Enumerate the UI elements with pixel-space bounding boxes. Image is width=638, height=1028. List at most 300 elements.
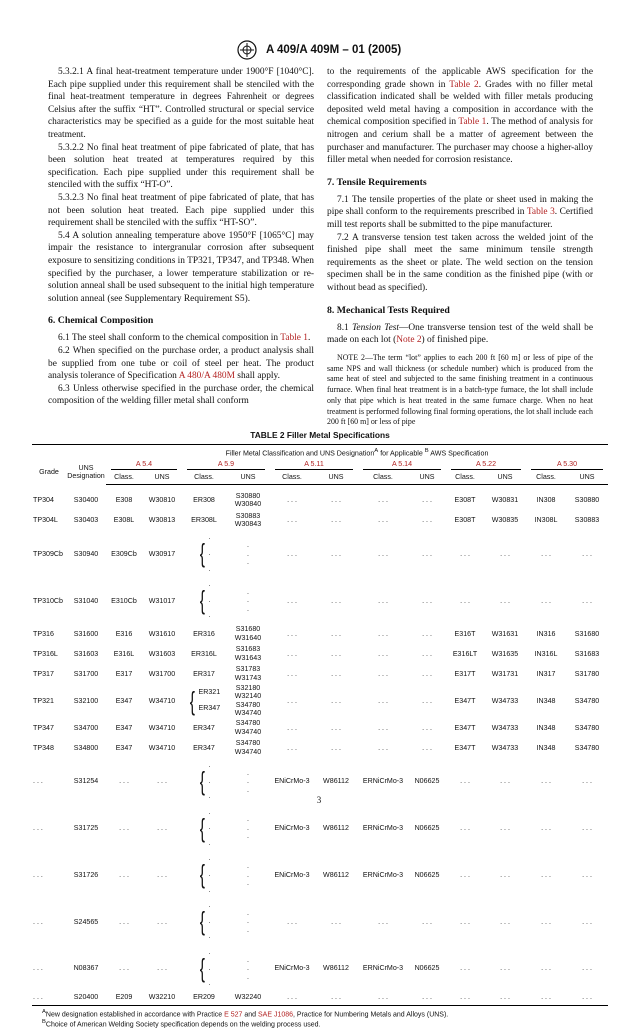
table-cell-a522c: . . .: [460, 870, 470, 879]
table-cell-a522c: E308T: [454, 496, 476, 505]
paragraph-6-3-continued: to the requirements of the applicable AWS specification for the corresponding grade shown in Table 2. Grades with no filler metal classification indicated shall be welded with filler metals producing deposited weld metal having a composition in accordance with the chemical composition specified in Table 1. The method of analysis for nitrogen and cerium shall be a matter of agreement between the purchaser and manufacturer. The purchaser may choose a higher-alloy filler metal when needed for corrosion resistance.: [327, 67, 593, 166]
table-cell-a522c: . . .: [460, 777, 470, 786]
brace-icon: {: [189, 685, 195, 716]
table-cell-a522u: . . .: [500, 964, 510, 973]
table-cell-a54u: W31700: [148, 669, 176, 678]
table-cell-a511c: . . .: [287, 549, 297, 558]
page-header: [0, 40, 638, 60]
table-cell-a530u: . . .: [566, 992, 608, 1006]
table-cell-a54u: W31017: [148, 596, 176, 605]
table-cell-a530u: . . .: [582, 549, 592, 558]
table-row: [32, 898, 608, 945]
table-cell-a522u: . . .: [484, 992, 526, 1006]
table-cell-a511u: . . .: [331, 549, 341, 558]
table-cell-a54c: E309Cb: [111, 549, 137, 558]
note-2-link[interactable]: Note 2: [396, 335, 422, 346]
subheader-class: Class.: [358, 471, 408, 485]
table-cell-uns: S30940: [73, 549, 99, 558]
table-cell-a511u: . . .: [331, 629, 341, 638]
table-cell-a59u: . . .: [247, 908, 249, 934]
table-cell-a522c: E317T: [454, 669, 476, 678]
table-cell-a54u: W32210: [142, 992, 182, 1006]
paragraph-5-3-2-1: 5.3.2.1 A final heat-treatment temperature under 1900°F [1040°C]. Each pipe supplied under this requirement shall be stenciled with the final heat-treatment temperature in degrees Fahrenheit or degrees Celsius after the suffix “HT”. Controlled structural or special service characteristics may be specified as a guide for the most suitable heat treatment.: [48, 67, 314, 140]
paragraph-5-3-2-3: 5.3.2.3 No final heat treatment of pipe fabricated of plate, that has not been solution heat treated. Each pipe supplied under this requirement shall be stenciled with the suffix “HT-SO”.: [48, 192, 314, 229]
filler-metal-table: [32, 444, 608, 1006]
table-cell-a522c: E316LT: [452, 649, 478, 658]
table-cell-a514u: . . .: [422, 649, 432, 658]
e527-link[interactable]: E 527: [224, 1011, 243, 1019]
table-cell-grade: TP317: [33, 669, 54, 678]
paragraph-6-1: 6.1 The steel shall conform to the chemical composition in Table 1.: [58, 333, 311, 344]
subheader-class: Class.: [526, 471, 566, 485]
subheader-uns: UNS: [314, 471, 358, 485]
table-cell-a514u: . . .: [422, 743, 432, 752]
table-cell-a514c: . . .: [378, 549, 388, 558]
subheader-class: Class.: [270, 471, 314, 485]
table-cell-a530c: . . .: [541, 777, 551, 786]
table-cell-a530c: IN348: [536, 696, 556, 705]
table-cell-a59c: { . . .: [199, 580, 211, 620]
table-cell-a514u: . . .: [422, 549, 432, 558]
table-cell-a522c: . . .: [460, 824, 470, 833]
table-cell-a530c: . . .: [541, 917, 551, 926]
table-cell-grade: TP316L: [33, 649, 58, 658]
table-cell-uns: S34800: [73, 743, 99, 752]
table-cell-uns: S31254: [73, 777, 99, 786]
section-heading-6: 6. Chemical Composition: [48, 315, 154, 327]
table-row: [32, 664, 608, 684]
spec-header-a530[interactable]: A 5.30: [526, 458, 608, 471]
table-cell-grade: . . .: [32, 992, 66, 1006]
paragraph-5-4: 5.4 A solution annealing temperature above 1950°F [1065°C] may impair the resistance to intergranular corrosion after subsequent exposure to sensitizing conditions in TP321, TP347, and TP348. When specified by the purchaser, a lower temperature stabilization or re-solution anneal shall be used subsequent to the initial high temperature solution anneal (see Supplementary Requirement S5).: [48, 230, 314, 304]
brace-icon: {: [199, 585, 205, 616]
table-cell-uns: S24565: [73, 917, 99, 926]
table-3-link[interactable]: Table 3: [526, 207, 555, 218]
table-cell-uns: S20400: [66, 992, 106, 1006]
table-cell-grade: . . .: [33, 917, 43, 926]
table-cell-uns: S31600: [73, 629, 99, 638]
table-cell-a511c: ENiCrMo-3: [274, 824, 310, 833]
table-cell-a514u: . . .: [422, 723, 432, 732]
table-cell-a514c: . . .: [378, 496, 388, 505]
table-cell-uns: S34700: [73, 723, 99, 732]
table-cell-a54u: . . .: [157, 917, 167, 926]
paragraph-7-2: 7.2 A transverse tension test taken across the welded joint of the finished pipe shall meet the same minimum tensile strength requirements as the sheet or plate. The weld section on the tension specimen shall be in the same condition as the finished pipe (with or without bead as specified).: [327, 232, 593, 294]
table-cell-a530u: . . .: [582, 777, 592, 786]
table-cell-a514u: . . .: [422, 696, 432, 705]
table-cell-a59u: S31683 W31643: [234, 645, 262, 662]
table-cell-a514c: . . .: [378, 629, 388, 638]
table-cell-a54c: . . .: [119, 917, 129, 926]
table-cell-a514c: . . .: [378, 917, 388, 926]
table-row: [32, 490, 608, 510]
table-cell-a54c: E317: [115, 669, 133, 678]
paragraph-6-3: 6.3 Unless otherwise specified in the purchase order, the chemical composition of the welding filler metal shall conform: [48, 383, 314, 407]
table-row: [32, 738, 608, 758]
table-row: [32, 510, 608, 530]
table-cell-a514c: . . .: [378, 696, 388, 705]
table-cell-a514c: . . .: [378, 743, 388, 752]
subheader-uns: UNS: [142, 471, 182, 485]
table-cell-grade: TP304L: [33, 516, 58, 525]
table-cell-a54u: W34710: [148, 723, 176, 732]
table-cell-a522c: E347T: [454, 723, 476, 732]
table-2: [32, 430, 608, 1028]
table-cell-a54c: . . .: [119, 964, 129, 973]
table-cell-a59c: ER347: [193, 723, 215, 732]
grade-header: Grade: [39, 468, 59, 477]
footnote-b: $^B$Choice of American Welding Society specification depends on the welding process used.: [42, 1019, 321, 1028]
table-cell-a511c: . . .: [287, 596, 297, 605]
table-cell-a530c: IN308L: [534, 516, 558, 525]
table-cell-a54c: E347: [115, 743, 133, 752]
table-cell-a530u: S31683: [574, 649, 600, 658]
table-spanner-header: Filler Metal Classification and UNS Designation$^A$ for Applicable $^B$ AWS Specification: [106, 445, 608, 459]
table-cell-a511c: ENiCrMo-3: [274, 870, 310, 879]
table-cell-grade: TP309Cb: [33, 549, 63, 558]
table-cell-a59u: . . .: [247, 768, 249, 794]
table-cell-a54u: W31603: [148, 649, 176, 658]
table-cell-a530u: S30880: [574, 496, 600, 505]
table-cell-a511c: . . .: [287, 649, 297, 658]
table-cell-a530c: . . .: [541, 596, 551, 605]
table-cell-grade: TP321: [33, 696, 54, 705]
table-cell-uns: S31725: [73, 824, 99, 833]
table-cell-a511u: . . .: [314, 992, 358, 1006]
table-cell-a530u: S31680: [574, 629, 600, 638]
table-cell-a514c: ERNiCrMo-3: [362, 870, 404, 879]
brace-icon: {: [199, 859, 205, 890]
table-cell-a522u: . . .: [500, 777, 510, 786]
table-cell-a530u: S30883: [574, 516, 600, 525]
table-cell-a530u: . . .: [582, 917, 592, 926]
table-cell-grade: . . .: [33, 870, 43, 879]
table-cell-a54u: . . .: [157, 870, 167, 879]
table-cell-a59u: . . .: [247, 815, 249, 841]
table-cell-a59u: S34780 W34740: [234, 719, 262, 736]
table-cell-a522u: W30835: [491, 516, 519, 525]
table-2-link[interactable]: Table 2: [449, 79, 479, 90]
table-cell-a54u: W30810: [148, 496, 176, 505]
table-cell-a511u: . . .: [331, 917, 341, 926]
table-cell-a59u: S30880 W30840: [234, 491, 262, 509]
table-cell-a522c: . . .: [460, 964, 470, 973]
table-cell-grade: TP348: [33, 743, 54, 752]
table-cell-a522u: W34733: [491, 696, 519, 705]
table-cell-a54c: E308: [115, 496, 133, 505]
table-cell-a530u: S31780: [574, 669, 600, 678]
table-cell-a54u: . . .: [157, 964, 167, 973]
table-cell-a59u: . . .: [247, 862, 249, 888]
table-cell-uns: S31726: [73, 870, 99, 879]
paragraph-5-3-2-2: 5.3.2.2 No final heat treatment of pipe fabricated of plate, that has been solution heat treated at temperatures required by this specification. Each pipe supplied under this requirement shall be stenciled with the suffix “HT-O”.: [48, 142, 314, 191]
table-cell-a514u: . . .: [422, 516, 432, 525]
table-cell-a59c: { . . .: [199, 760, 211, 801]
table-cell-a54u: . . .: [157, 824, 167, 833]
table-cell-grade: . . .: [33, 777, 43, 786]
table-cell-a514u: . . .: [408, 992, 446, 1006]
table-cell-a511c: . . .: [287, 629, 297, 638]
table-cell-a514c: . . .: [378, 649, 388, 658]
table-cell-a54c: E316: [115, 629, 133, 638]
table-cell-a511c: . . .: [287, 723, 297, 732]
table-cell-a54c: E310Cb: [111, 596, 137, 605]
table-row: [32, 624, 608, 644]
table-cell-a514u: N06625: [414, 824, 440, 833]
table-cell-a522u: . . .: [500, 596, 510, 605]
table-cell-a522u: W30831: [491, 496, 519, 505]
table-cell-a54c: E316L: [113, 649, 135, 658]
table-cell-a522c: . . .: [460, 917, 470, 926]
paragraph-7-1: 7.1 The tensile properties of the plate or sheet used in making the pipe shall conform to the requirements prescribed in Table 3. Certified mill test reports shall be submitted to the pipe manufacturer.: [327, 194, 593, 231]
table-cell-a511c: . . .: [287, 696, 297, 705]
a480-link[interactable]: A 480/A 480M: [178, 371, 235, 382]
sae-j1086-link[interactable]: SAE J1086: [258, 1011, 294, 1019]
table-cell-a511u: W86112: [323, 777, 349, 786]
table-cell-a522c: E308T: [454, 516, 476, 525]
table-cell-a522u: W31631: [491, 629, 519, 638]
table-cell-a59c: ER317: [193, 669, 215, 678]
table-cell-a59u: S30883 W30843: [234, 511, 262, 529]
table-cell-a514c: ERNiCrMo-3: [362, 777, 404, 786]
brace-icon: {: [199, 953, 205, 984]
section-heading-7: 7. Tensile Requirements: [327, 176, 427, 188]
table-cell-a511u: W86112: [323, 824, 349, 833]
table-cell-a511u: . . .: [331, 596, 341, 605]
table-cell-a522u: W31731: [491, 669, 519, 678]
spec-header-a511[interactable]: A 5.11: [270, 458, 358, 471]
table-cell-uns: S31700: [73, 669, 99, 678]
table-cell-a530c: IN348: [536, 743, 556, 752]
table-1-link[interactable]: Table 1: [280, 333, 308, 344]
table-cell-a522c: . . .: [446, 992, 484, 1006]
table-cell-a59c: ER308: [193, 496, 215, 505]
table-cell-uns: S32100: [73, 696, 99, 705]
table-cell-a59c: ER347: [193, 743, 215, 752]
table-cell-grade: . . .: [33, 964, 43, 973]
table-cell-a59u: W32240: [226, 992, 270, 1006]
table-cell-a511c: . . .: [287, 669, 297, 678]
table-cell-a530c: . . .: [541, 964, 551, 973]
table-cell-a530u: . . .: [582, 824, 592, 833]
subheader-class: Class.: [182, 471, 226, 485]
table-cell-a511u: W86112: [323, 870, 349, 879]
table-cell-a522c: . . .: [460, 549, 470, 558]
table-cell-a511c: ENiCrMo-3: [274, 964, 310, 973]
table-cell-a530c: . . .: [526, 992, 566, 1006]
table-row: [32, 530, 608, 577]
table-cell-a530c: . . .: [541, 549, 551, 558]
table-cell-grade: TP304: [33, 496, 54, 505]
table-cell-a530u: S34780: [574, 743, 600, 752]
table-cell-a54u: W31610: [148, 629, 176, 638]
table-cell-a59c: { . . .: [199, 854, 211, 894]
table-cell-grade: TP310Cb: [33, 596, 63, 605]
table-cell-a522u: W34733: [491, 723, 519, 732]
table-cell-a511u: . . .: [331, 669, 341, 678]
table-cell-a530c: IN316: [536, 629, 556, 638]
table-row: [32, 577, 608, 624]
table-cell-a59u: S31783 W31743: [234, 665, 262, 682]
table-cell-a54c: E308L: [113, 516, 135, 525]
table-cell-a59c: { ER321 ER347: [189, 685, 221, 716]
astm-logo-icon: [237, 40, 257, 60]
table-cell-a59c: { . . .: [199, 901, 211, 941]
table-cell-a59c: ER308L: [191, 516, 217, 525]
left-column: [48, 66, 314, 408]
section-heading-8: 8. Mechanical Tests Required: [327, 304, 450, 316]
table-cell-a514c: ERNiCrMo-3: [362, 964, 404, 973]
subheader-class: Class.: [106, 471, 142, 485]
brace-icon: {: [199, 812, 205, 843]
table-cell-a59c: ER209: [182, 992, 226, 1006]
table-cell-a514c: ERNiCrMo-3: [362, 824, 404, 833]
table-cell-grade: TP347: [33, 723, 54, 732]
table-cell-a522c: E316T: [454, 629, 476, 638]
table-cell-a511u: . . .: [331, 723, 341, 732]
table-cell-a522u: . . .: [500, 917, 510, 926]
table-cell-a530c: . . .: [541, 824, 551, 833]
table-cell-uns: S31603: [73, 649, 99, 658]
table-cell-grade: . . .: [33, 824, 43, 833]
table-cell-a54c: . . .: [119, 824, 129, 833]
subheader-uns: UNS: [226, 471, 270, 485]
table-cell-a514c: . . .: [378, 596, 388, 605]
right-column: [327, 66, 593, 428]
table-cell-a522u: W31635: [491, 649, 519, 658]
table-cell-a511u: . . .: [331, 743, 341, 752]
table-cell-a522c: E347T: [454, 743, 476, 752]
table-cell-a59c: { . . .: [199, 807, 211, 847]
table-cell-a54c: E347: [115, 696, 133, 705]
table-cell-a59c: { . . .: [199, 948, 211, 988]
table-cell-a59u: S32180 W32140 S34780 W34740: [234, 683, 262, 718]
brace-icon: {: [199, 538, 205, 569]
table-cell-uns: S31040: [73, 596, 99, 605]
table-cell-a522u: . . .: [500, 549, 510, 558]
table-cell-a522u: . . .: [500, 824, 510, 833]
table-cell-a514u: . . .: [422, 629, 432, 638]
table-cell-a514u: N06625: [414, 777, 440, 786]
table-cell-a514u: . . .: [422, 496, 432, 505]
table-cell-a59u: . . .: [247, 955, 249, 981]
table-cell-a530c: IN308: [536, 496, 556, 505]
document-title: A 409/A 409M – 01 (2005): [265, 44, 402, 56]
table-cell-a511c: ENiCrMo-3: [274, 777, 310, 786]
table-cell-a522u: W34733: [491, 743, 519, 752]
table-cell-a54c: E209: [106, 992, 142, 1006]
table-row: [32, 718, 608, 738]
table-cell-uns: S30400: [73, 496, 99, 505]
table-cell-a59u: S34780 W34740: [234, 739, 262, 756]
table-cell-a514c: . . .: [358, 992, 408, 1006]
table-cell-a54u: W34710: [148, 743, 176, 752]
table-cell-a511c: . . .: [270, 992, 314, 1006]
spec-header-a54[interactable]: A 5.4: [106, 458, 182, 471]
table-row: [32, 644, 608, 664]
table-row: [32, 992, 608, 1006]
note-2: NOTE 2—The term “lot” applies to each 200 ft [60 m] or less of pipe of the same NPS and wall thickness (or schedule number) which is produced from the same heat of steel and subjected to the same finishing treatment in a continuous furnace. When final heat treatment is in a batch-type furnace, the lot shall include only that pipe which is heat treated in the same furnace charge. When no heat treatment is performed following final forming operations, the lot shall include each 200 ft [60 m] or less of pipe: [327, 352, 593, 427]
uns-header: UNS Designation: [67, 463, 105, 481]
spec-header-a514[interactable]: A 5.14: [358, 458, 446, 471]
page-number: 3: [316, 795, 322, 805]
table-cell-a514u: N06625: [414, 964, 440, 973]
table-cell-a59c: ER316: [193, 629, 215, 638]
table-cell-uns: S30403: [73, 516, 99, 525]
table-cell-a59u: S31680 W31640: [234, 625, 262, 642]
table-cell-a514u: . . .: [422, 669, 432, 678]
subheader-uns: UNS: [408, 471, 446, 485]
table-cell-a511c: . . .: [287, 496, 297, 505]
table-cell-a54c: . . .: [119, 870, 129, 879]
table-cell-a59c: { . . .: [199, 533, 211, 573]
table-cell-a522u: . . .: [500, 870, 510, 879]
table-cell-a530c: . . .: [541, 870, 551, 879]
table-cell-a511u: . . .: [331, 496, 341, 505]
table-cell-a59c: ER316L: [191, 649, 217, 658]
table-cell-a530u: . . .: [582, 964, 592, 973]
table-cell-a530u: . . .: [582, 596, 592, 605]
table-cell-a530u: . . .: [582, 870, 592, 879]
table-row: [32, 684, 608, 718]
table-row: [32, 851, 608, 898]
table-cell-a511c: . . .: [287, 917, 297, 926]
table-2-title: TABLE 2 Filler Metal Specifications: [250, 430, 390, 440]
table-cell-a514c: . . .: [378, 669, 388, 678]
table-cell-a514u: . . .: [422, 596, 432, 605]
table-cell-a514u: N06625: [414, 870, 440, 879]
table-cell-a514c: . . .: [378, 516, 388, 525]
spec-header-a522[interactable]: A 5.22: [446, 458, 526, 471]
table-cell-grade: TP316: [33, 629, 54, 638]
table-cell-a511c: . . .: [287, 743, 297, 752]
table-row: [32, 805, 608, 852]
table-cell-a511u: . . .: [331, 649, 341, 658]
table-cell-a530c: IN317: [536, 669, 556, 678]
table-cell-a522c: . . .: [460, 596, 470, 605]
table-cell-a514c: . . .: [378, 723, 388, 732]
table-cell-a530c: IN316L: [534, 649, 558, 658]
table-cell-a54u: W30813: [148, 516, 176, 525]
table-cell-a511u: . . .: [331, 516, 341, 525]
table-cell-a514u: . . .: [422, 917, 432, 926]
brace-icon: {: [199, 906, 205, 937]
spec-header-a59[interactable]: A 5.9: [182, 458, 270, 471]
paragraph-6-2: 6.2 When specified on the purchase order, a product analysis shall be supplied from one tube or coil of steel per heat. The product analysis tolerance of Specification A 480/A 480M shall apply.: [48, 346, 314, 382]
table-cell-a54c: . . .: [119, 777, 129, 786]
table-cell-a54u: W34710: [148, 696, 176, 705]
table-row: [32, 945, 608, 992]
subheader-uns: UNS: [484, 471, 526, 485]
table-cell-a530u: S34780: [574, 723, 600, 732]
table-1-link-2[interactable]: Table 1: [458, 117, 487, 128]
subheader-uns: UNS: [566, 471, 608, 485]
table-cell-a511u: . . .: [331, 696, 341, 705]
table-cell-a59u: . . .: [247, 587, 249, 613]
table-cell-a530u: S34780: [574, 696, 600, 705]
table-cell-a59u: . . .: [247, 541, 249, 566]
table-cell-a530c: IN348: [536, 723, 556, 732]
table-cell-a54u: W30917: [148, 549, 176, 558]
brace-icon: {: [199, 765, 205, 796]
table-cell-a54c: E347: [115, 723, 133, 732]
subheader-class: Class.: [446, 471, 484, 485]
table-cell-a511u: W86112: [323, 964, 349, 973]
table-cell-uns: N08367: [73, 964, 99, 973]
paragraph-8-1: 8.1 Tension Test—One transverse tension test of the weld shall be made on each lot (Note 2) of finished pipe.: [327, 322, 593, 346]
table-cell-a522c: E347T: [454, 696, 476, 705]
footnote-a: $^A$New designation established in accordance with Practice E 527 and SAE J1086, Practice for Numbering Metals and Alloys (UNS).: [42, 1008, 449, 1019]
